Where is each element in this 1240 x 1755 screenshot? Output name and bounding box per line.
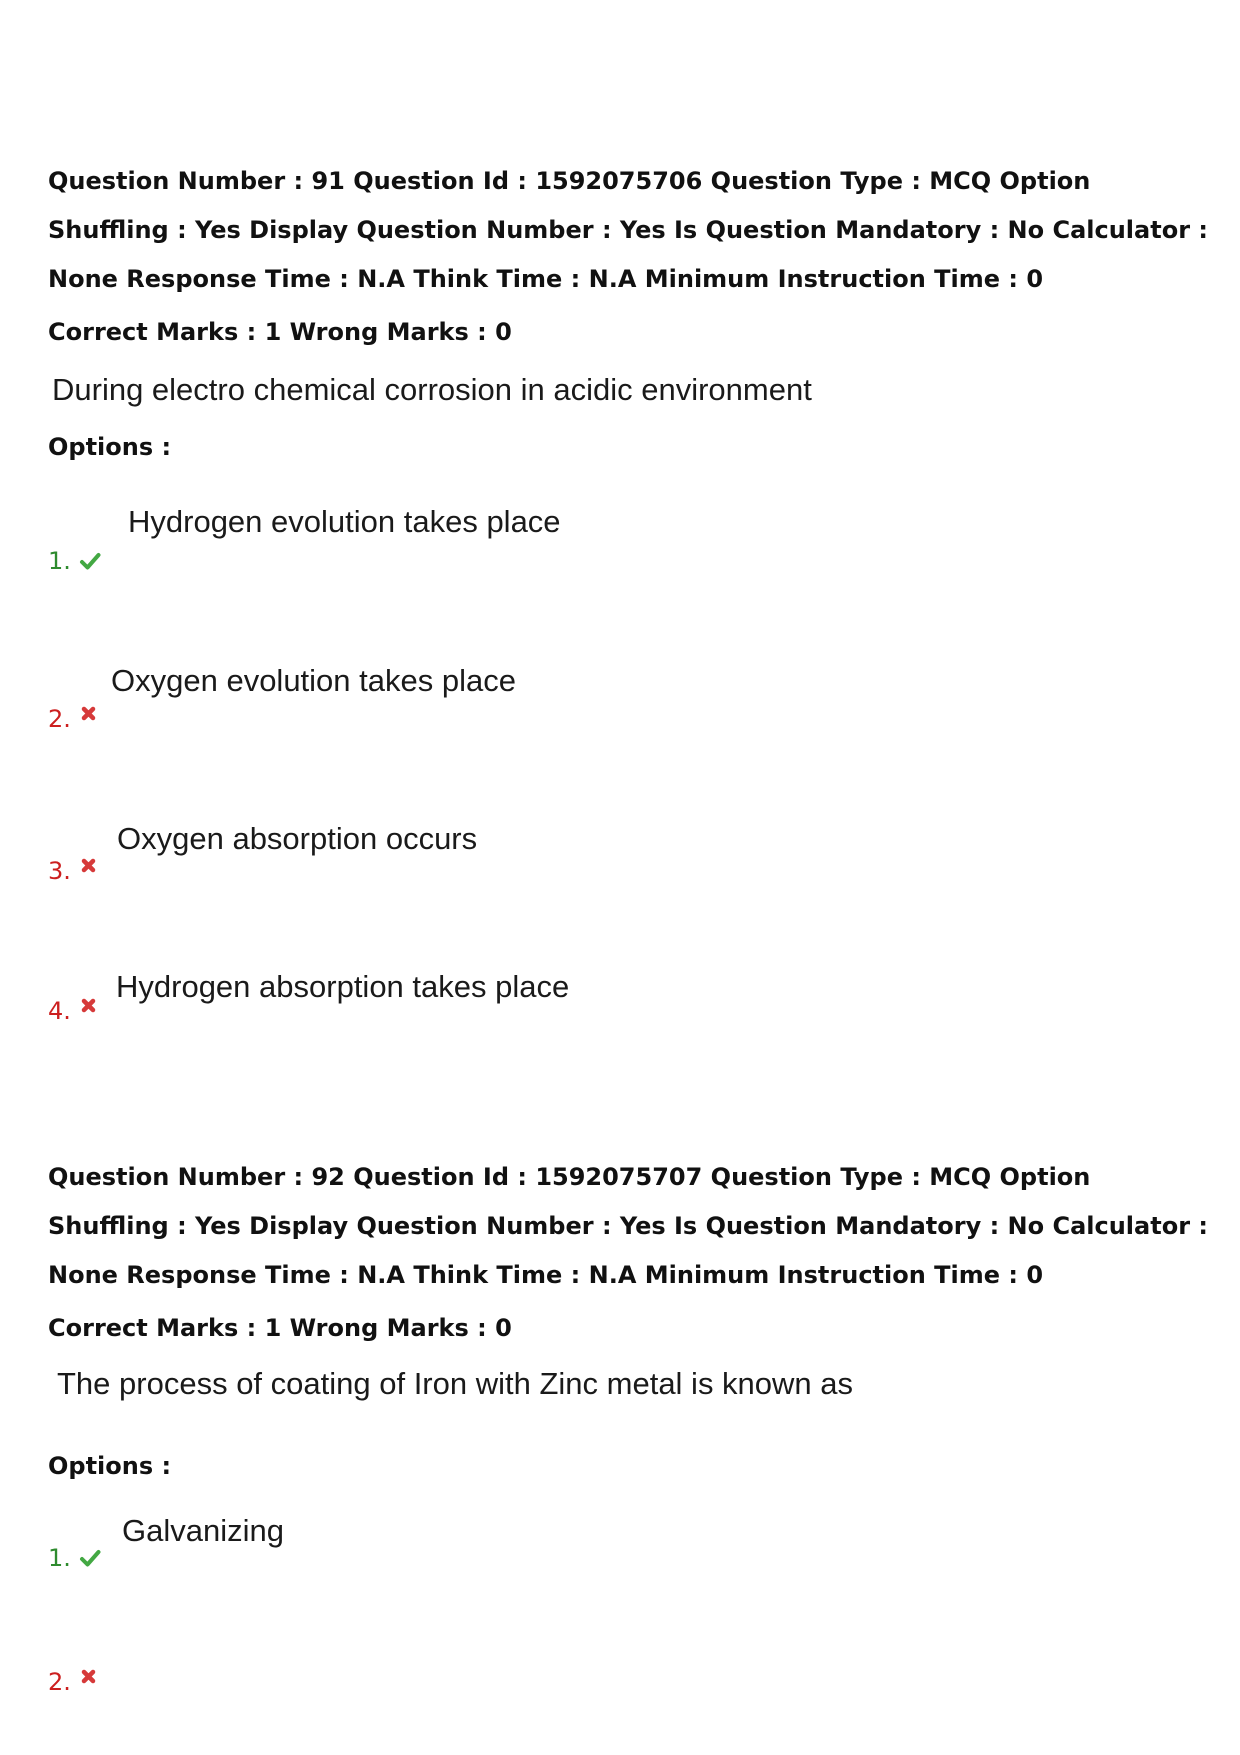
question-92-text: The process of coating of Iron with Zinc metal is known as [57,1366,854,1401]
question-92-marks: Correct Marks : 1 Wrong Marks : 0 [48,1314,512,1342]
option-number: 2. [48,1668,71,1696]
question-92-options-label: Options : [48,1452,172,1480]
question-91-text: During electro chemical corrosion in acidic environment [52,372,812,407]
question-91-option-2 [48,704,101,734]
option-number: 1. [48,547,71,575]
option-number: 2. [48,705,71,733]
cross-icon [79,1667,101,1689]
question-91-option-3 [48,856,101,886]
cross-icon [79,704,101,726]
check-icon [79,550,101,572]
cross-icon [79,996,101,1018]
question-91-option-2-text: Oxygen evolution takes place [111,663,516,698]
question-91-options-label: Options : [48,433,172,461]
question-92-meta: Question Number : 92 Question Id : 1592075707 Question Type : MCQ Option Shuffling : Yes Display Question Number : Yes Is Question Mandatory : No Calculator : None Response Time : N.A Think Time : N.A Minimum Instruction Time : 0 [48,1163,1208,1289]
question-91-marks: Correct Marks : 1 Wrong Marks : 0 [48,318,512,346]
cross-icon [79,856,101,878]
question-91-option-1 [48,546,101,576]
check-icon [79,1547,101,1569]
question-91-option-1-text: Hydrogen evolution takes place [128,504,561,539]
question-91-option-3-text: Oxygen absorption occurs [117,821,478,856]
question-92-option-1 [48,1543,101,1573]
question-91-meta: Question Number : 91 Question Id : 1592075706 Question Type : MCQ Option Shuffling : Yes Display Question Number : Yes Is Question Mandatory : No Calculator : None Response Time : N.A Think Time : N.A Minimum Instruction Time : 0 [48,167,1208,293]
option-number: 1. [48,1544,71,1572]
option-number: 4. [48,997,71,1025]
option-number: 3. [48,857,71,885]
question-91-option-4-text: Hydrogen absorption takes place [116,969,570,1004]
question-91-option-4 [48,996,101,1026]
question-92-option-2 [48,1667,101,1697]
question-92-option-1-text: Galvanizing [122,1513,284,1548]
